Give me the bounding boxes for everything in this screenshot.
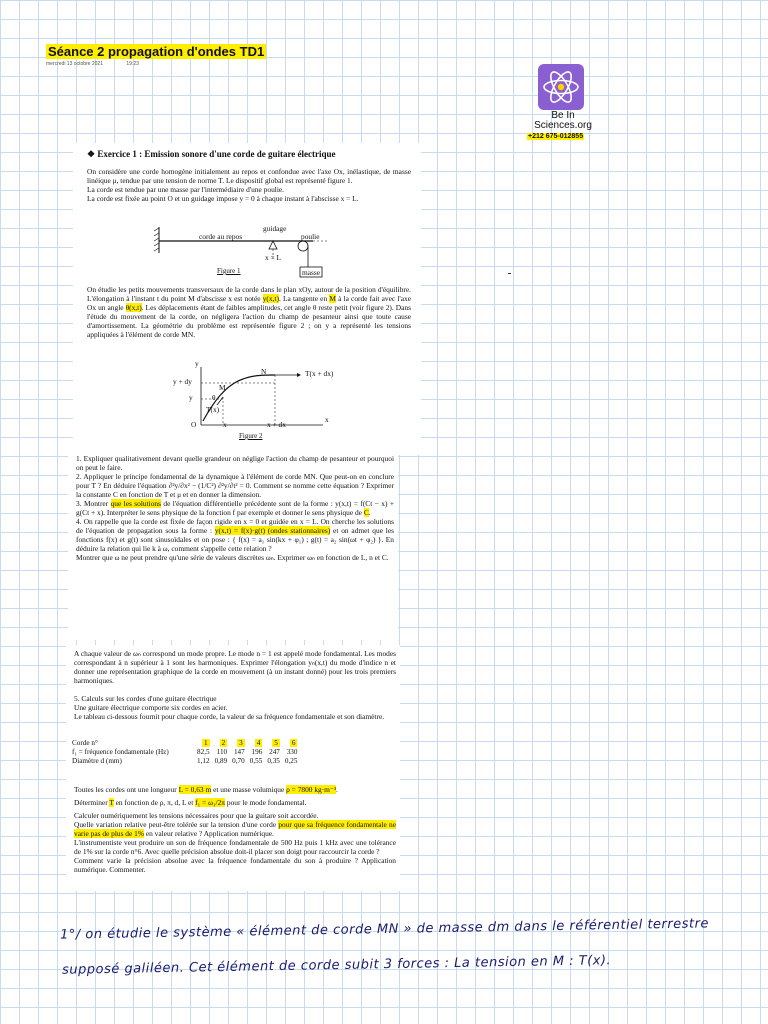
comment-line: Comment varie la précision absolue avec la fréquence fondamentale du son à produire ? Application numérique. Commenter. <box>74 856 396 874</box>
q3-text-b: de l'équation différentielle précédente sont de la forme : y(x,t) = f(Ct − x) + g(Ct + x). Interpréter le sens physique de la fonction f par exemple et donner le sens physique de <box>76 499 394 517</box>
table-cell: 0,25 <box>284 757 298 765</box>
fig2-y-axis-label: y <box>195 359 199 368</box>
determine-line <box>74 798 396 807</box>
len-highlight-rho: ρ = 7800 kg·m⁻³ <box>286 785 337 794</box>
time-text: 19:23 <box>126 61 139 67</box>
logo-text <box>528 111 598 131</box>
var-highlight: pour que sa fréquence fondamentale ne varie pas de plus de 1% <box>74 820 397 838</box>
page-date <box>46 61 161 67</box>
fig2-caption: Figure 2 <box>239 432 263 440</box>
fig1-rope-label: corde au repos <box>199 232 243 241</box>
handwritten-note-line2: supposé galiléen. Cet élément de corde subit 3 forces : La tension en M : T(x). <box>61 953 612 978</box>
para2-highlight-theta: θ(x,t) <box>125 303 142 312</box>
part2-rest <box>74 785 396 874</box>
fig2-xdx-label: x + dx <box>267 420 286 429</box>
logo-phone: +212 675-012855 <box>528 133 584 140</box>
fig2-Txdx-label: T(x + dx) <box>305 369 334 378</box>
fig2-theta-label: θ <box>212 393 216 402</box>
table-cell: 1,12 <box>197 757 210 765</box>
calc-line: Calculer numériquement les tensions nécessaires pour que la guitare soit accordée. <box>74 811 319 820</box>
table-row <box>72 757 302 766</box>
fig2-ydy-label: y + dy <box>173 377 192 386</box>
det-text-b: en fonction de ρ, π, d, L et <box>113 798 196 807</box>
tick-mark <box>508 273 511 274</box>
det-text-c: pour le mode fondamental. <box>225 798 307 807</box>
table-cell: 6 <box>291 739 296 747</box>
question-3 <box>76 499 394 517</box>
part2-question-5 <box>74 694 396 721</box>
q5-title: 5. Calculs sur les cordes d'une guitare électrique <box>74 694 217 703</box>
part2-paragraph: A chaque valeur de ωₙ correspond un mode propre. Le mode n = 1 est appelé mode fondamental. Les modes correspondant à n supérieur à 1 sont les harmoniques. Exprimer l'élongation yₙ(x,t) du mode d'indice n et donner une représentation graphique de la corde en mouvement (à un instant donné) pour les trois premiers harmoniques. <box>74 649 396 685</box>
fig1-pulley-label: poulie <box>301 232 320 241</box>
fig1-mass-label: masse <box>302 268 321 277</box>
table-cell: 0,35 <box>267 757 280 765</box>
question-4-continued: Montrer que ω ne peut prendre qu'une série de valeurs discrètes ωₙ. Exprimer ωₙ en fonction de L, n et C. <box>76 553 389 562</box>
table-cell: 110 <box>216 748 228 756</box>
len-text-a: Toutes les cordes ont une longueur <box>74 785 179 794</box>
table-row <box>72 748 302 757</box>
q5-line2: Une guitare électrique comporte six cordes en acier. <box>74 703 228 712</box>
table-cell: 3 <box>239 739 243 747</box>
part2-sheet <box>66 645 400 891</box>
intro-line2: La corde est tendue par une masse par l'intermédiaire d'une poulie. <box>87 185 284 194</box>
table-row-label: f₁ = fréquence fondamentale (Hz) <box>72 748 169 756</box>
question-1: 1. Expliquer qualitativement devant quelle grandeur on néglige l'action du champ de pesanteur et pourquoi on peut le faire. <box>76 454 394 472</box>
question-4 <box>76 517 394 553</box>
questions-block <box>76 454 394 562</box>
len-text-c: . <box>336 785 338 794</box>
table-cell: 5 <box>274 739 278 747</box>
det-highlight-T: T <box>109 798 114 807</box>
q4-highlight: y(x,t) = f(x)·g(t) (ondes stationnaires) <box>214 526 331 535</box>
q4-text-b: et on admet que les fonctions f(x) et g(t) sont sinusoïdales et on pose : { f(x) = a₁ sin(kx + φ₁) ; g(t) = a₂ sin(ωt + φ₂) }. En déduire la relation qui lie k à ω, comment s'appelle cette relation ? <box>76 526 394 553</box>
fig2-O-label: O <box>191 420 197 429</box>
q3-highlight: que les solutions <box>110 499 161 508</box>
intro-line3: La corde est fixée au point O et un guidage impose y = 0 à chaque instant à l'abscisse x = L. <box>87 194 359 203</box>
logo-name-line2: Sciences.org <box>534 120 592 131</box>
fig2-x-label: x <box>223 420 227 429</box>
table-cell: 0,70 <box>232 757 245 765</box>
table-cell: 2 <box>221 739 226 747</box>
fig2-xaxis-label: x <box>325 415 329 424</box>
table-row-label: Corde n° <box>72 739 98 747</box>
atom-icon <box>538 64 584 110</box>
fig2-y-label: y <box>189 393 193 402</box>
q3-text-a: 3. Montrer <box>76 499 111 508</box>
page-title: Séance 2 propagation d'ondes TD1 <box>48 44 265 59</box>
len-text-b: et une masse volumique <box>211 785 287 794</box>
intro-paragraph <box>87 167 411 203</box>
table-cell: 196 <box>251 748 263 756</box>
var-text-b: en valeur relative ? Application numérique. <box>143 829 274 838</box>
para2-text-c: à la corde fait avec l'axe Ox un angle <box>87 294 412 312</box>
table-cell: 0,89 <box>214 757 228 765</box>
instrument-line: L'instrumentiste veut produire un son de fréquence fondamentale de 500 Hz puis 1 kHz avec une tolérance de 1% sur la corde n°6. Avec quelle précision absolue doit-il placer son doigt pour raccourcir la corde ? <box>74 838 396 856</box>
table-cell: 1 <box>203 739 208 747</box>
q3-highlight-C: C <box>363 508 369 517</box>
var-text-a: Quelle variation relative peut-être tolérée sur la tension d'une corde <box>74 820 279 829</box>
handwritten-note-line1: 1°/ on étudie le système « élément de corde MN » de masse dm dans le référentiel terrestre <box>59 916 710 943</box>
table-cell: 0,55 <box>249 757 263 765</box>
fig1-caption: Figure 1 <box>217 267 241 275</box>
exercise-title: ❖ Exercice 1 : Emission sonore d'une corde de guitare électrique <box>87 149 336 159</box>
para2-highlight-M: M <box>329 294 336 303</box>
para2-text-b: . La tangente en <box>278 294 330 303</box>
table-cell: 82,5 <box>197 748 210 756</box>
para2-highlight-y: y(x,t) <box>262 294 279 303</box>
table-row <box>72 739 302 748</box>
q5-line3: Le tableau ci-dessous fournit pour chaque corde, la valeur de sa fréquence fondamentale et son diamètre. <box>74 712 385 721</box>
logo-name-line1: Be In <box>551 110 575 121</box>
figure-1-diagram <box>153 223 353 281</box>
table-cell: 4 <box>256 739 261 747</box>
variation-line <box>74 820 396 838</box>
length-line <box>74 785 396 794</box>
fig2-Tx-label: T(x) <box>206 405 220 414</box>
table-row-label: Diamètre d (mm) <box>72 757 122 765</box>
para2-text-a: On étudie les petits mouvements transversaux de la corde dans le plan xOy, autour de la position d'équilibre. L'élongation à l'instant t du point M d'abscisse x est notée <box>87 285 411 303</box>
fig2-N-label: N <box>261 367 267 376</box>
table-cell: 247 <box>269 748 280 756</box>
fig2-M-label: M <box>219 383 226 392</box>
exercise-sheet <box>73 143 421 455</box>
intro-line1: On considère une corde homogène initialement au repos et confondue avec l'axe Ox, inélastique, de masse linéique μ, tendue par une tension de norme T. Le dispositif global est représenté figure 1. <box>87 167 411 185</box>
fig1-xL-label: x = L <box>265 253 282 262</box>
det-highlight-f1: f₁ = ω₁/2π <box>195 798 226 807</box>
description-paragraph <box>87 285 411 339</box>
para2-text-d: . Les déplacements étant de faibles amplitudes, cet angle θ reste petit (voir figure 2). Dans l'étude du mouvement de la corde, on négligera l'action du champ de pesanteur ainsi que toute cause d'amortissement. La géométrie du problème est représentée figure 2 ; on y a représenté les tensions appliquées à l'élément de corde MN. <box>87 303 411 339</box>
brand-logo <box>538 64 584 110</box>
len-highlight: L = 0,63 m <box>178 785 212 794</box>
det-text-a: Déterminer <box>74 798 110 807</box>
date-text: mercredi 13 octobre 2021 <box>46 61 103 67</box>
question-2: 2. Appliquer le principe fondamental de la dynamique à l'élément de corde MN. Que peut-on en conclure pour T ? En déduire l'équation ∂²y/∂x² − (1/C²) ∂²y/∂t² = 0. Comment se nomme cette équation ? Exprimer la constante C en fonction de T et μ et en donner la dimension. <box>76 472 394 499</box>
table-cell: 147 <box>233 748 245 756</box>
q4-text-a: 4. On rappelle que la corde est fixée de façon rigide en x = 0 et guidée en x = L. On cherche les solutions de l'équation de propagation sous la forme : <box>76 517 394 535</box>
q3-text-c: . <box>368 508 371 517</box>
fig1-guide-label: guidage <box>263 224 287 233</box>
strings-table <box>72 739 302 766</box>
questions-sheet <box>68 452 398 640</box>
table-cell: 330 <box>286 748 298 756</box>
